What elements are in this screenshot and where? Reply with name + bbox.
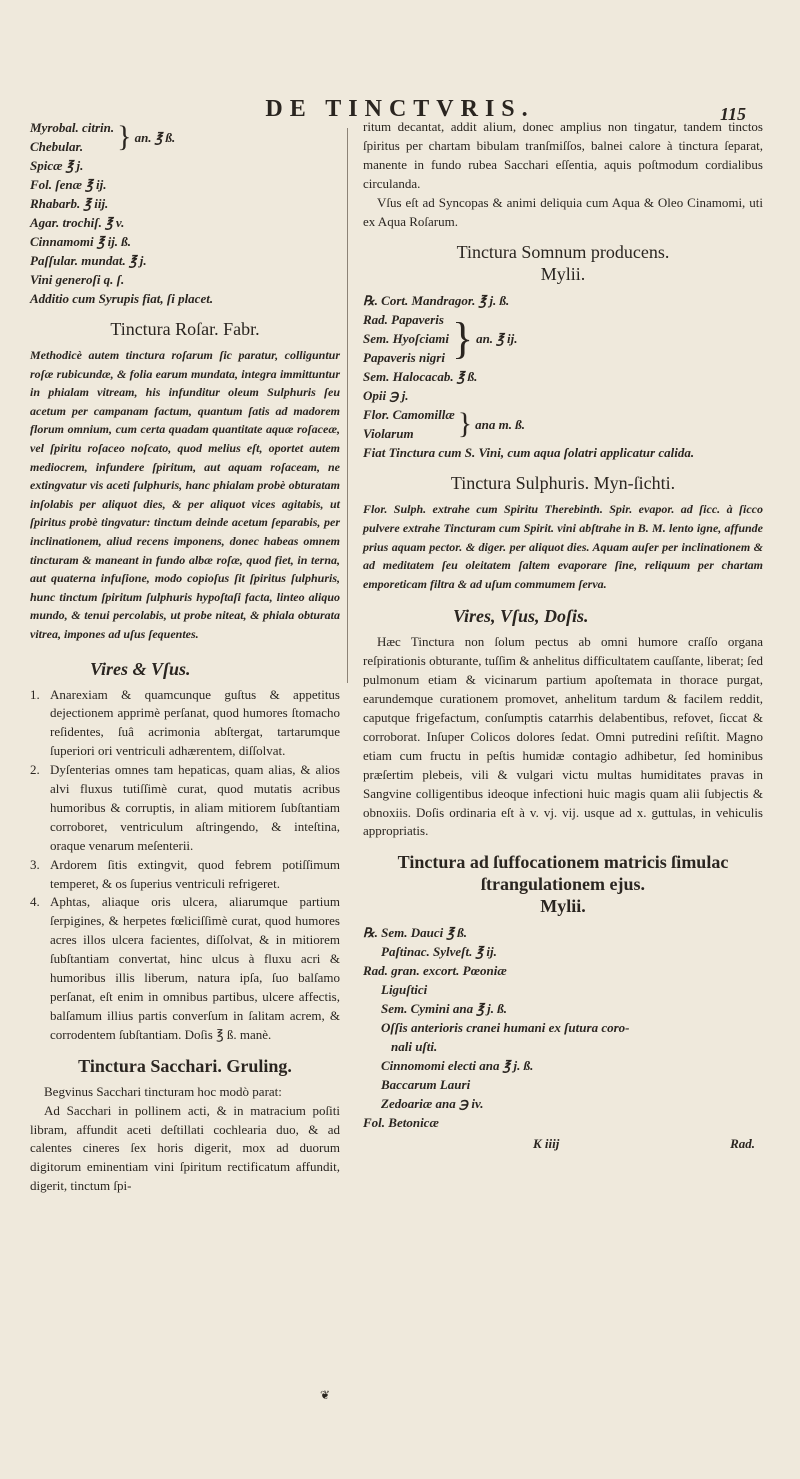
recipe-ingredient: Sem. Hyoſciami	[363, 331, 449, 347]
recipe-list	[30, 118, 340, 308]
section-title-sulph: Tinctura Sulphuris. Myn-ſichti.	[450, 473, 676, 494]
recipe-line: Rhabarb. ℥ iij.	[30, 196, 109, 211]
recipe-ingredient: Papaveris nigri	[363, 350, 445, 366]
vires-list	[30, 686, 340, 1045]
sulph-text: Flor. Sulph. extrahe cum Spiritu Therebinth. Spir. evapor. ad ſicc. à ſicco pulvere extrahe Tincturam cum Spirit. vini abſtrahe in B. M. lento igne, affunde prius aquam pector. & diger. per aliquot dies. Aquam auſer per inclinationem & ad meditatem ſeu oleitatem ſaltem evaporare ſine, reliquum per chartam emporeticam filtra & ad uſum commumem ſerva.	[363, 502, 763, 591]
somnum-title: Tinctura Somnum producens.	[456, 242, 670, 263]
item-text: Dyſenterias omnes tam hepaticas, quam alias, & alios alvi fluxus tutiſſimè curat, quod mutatis acribus humoribus & corruptis, in aliam mitiorem ſubſtantiam corroboret, ventriculum aſtringendo, & inteſtina, oraque venarum meſenterii.	[50, 762, 340, 853]
recipe-line: Opii ℈ j.	[363, 388, 409, 404]
vires-item	[30, 761, 340, 856]
section-title-rosar: Tinctura Roſar. Fabr.	[110, 319, 260, 339]
recipe-line: ℞. Cort. Mandragor. ℥ j. ß.	[363, 293, 510, 309]
somnum-author: Mylii.	[540, 264, 586, 285]
vires-item	[30, 893, 340, 1044]
recipe-group-items	[363, 405, 455, 443]
recipe-line: Zedoariæ ana ℈ iv.	[381, 1096, 484, 1112]
recipe-line: Fol. Betonicæ	[363, 1115, 439, 1131]
item-number: 4.	[30, 894, 40, 910]
item-text: Anarexiam & quamcunque guſtus & appetitus dejectionem apprimè perſanat, quod humores ſtomacho reſidentes, ſuâ acrimonia abſtergat, tartarumque ſuperiori ori ventriculi adhærentem, diſſolvat.	[50, 686, 340, 759]
recipe-quantity: ana m. ß.	[475, 416, 525, 432]
recipe-line: Rad. gran. excort. Pœoniæ	[363, 963, 507, 979]
recipe-line: Sem. Halocacab. ℥ ß.	[363, 369, 478, 385]
sacchari-text: Ad Sacchari in pollinem acti, & in matracium poſiti libram, affundit aceti deſtillati cochlearia duo, & ad calentes cineres ſex horis digerit, mox ad duorum digitorum eminentiam vini ſpiritum rectificatum affundit, digerit, tinctum ſpi-	[30, 1102, 340, 1194]
recipe-line: nali uſti.	[391, 1039, 438, 1055]
recipe-line: Spicæ ℥ j.	[30, 158, 84, 173]
recipe-group-items	[30, 118, 114, 156]
continuation-text: ritum decantat, addit alium, donec amplius non tingatur, tandem tinctos ſpiritus per chartam bibulam tranſmiſſos, balnei calore à tinctura ſeparat, manente in fundo rubea Sacchari eſſentia, aquis poſtmodum cordialibus circulanda.	[363, 119, 763, 191]
recipe-quantity: an. ℥ ij.	[476, 331, 518, 347]
recipe-line: Fol. ſenæ ℥ ij.	[30, 177, 107, 192]
somnum-recipe	[363, 291, 763, 462]
recipe-group	[30, 118, 340, 156]
catchword: Rad.	[730, 1136, 755, 1152]
recipe-line: Paſtinac. Sylveſt. ℥ ij.	[381, 944, 497, 960]
item-number: 3.	[30, 856, 40, 872]
recipe-line: Agar. trochiſ. ℥ v.	[30, 215, 125, 230]
left-column	[30, 118, 340, 1196]
brace-icon: }	[457, 407, 473, 441]
vires-item	[30, 856, 340, 894]
item-text: Aphtas, aliaque oris ulcera, aliarumque partium ſerpigines, & herpetes fœliciſſimè curat, quod humores acres illos ulcera facientes, diſſolvat, & in mitiorem ſubſtantiam convertat, hinc ulcus à fluxu acri & humoribus illis liberum, natura ipſa, ſuo balſamo perſanat, eſt enim in omnibus partibus, ulcere affectis, balſamum illius partis converſum in ſalitam acrem, & corrodentem ſubſtantiam. Doſis ℥ ß. manè.	[50, 894, 340, 1042]
running-head: DE TINCTVRIS.	[265, 96, 535, 122]
brace-icon: }	[117, 120, 132, 153]
rosar-method-text: Methodicè autem tinctura roſarum ſic paratur, colliguntur roſæ rubicundæ, & folia earum mundata, integra immittuntur in phialam vitream, his infunditur oleum Sulphuris ſeu acetum per campanam factum, quantum ſatis ad madorem florum omnium, cum certa quadam quantitate aquæ roſaceæ, vel ſpiritu roſaceo noſcato, quod melius eſt, oportet autem mediocrem, infundere ſpiritum, aut aquam roſaceam, ne extingvatur vis aceti ſulphuris, hanc phialam probè obturatam inſolabis per aliquot dies, & per aliquot vices agitabis, ut ſpiritus probè tingvatur: tinctum deinde acetum ſeparabis, per inclinationem, aliud recens imponens, donec habeas omnem tincturam & maneant in fundo albæ roſæ, quod fiet, in terna, aut quaterna infuſione, modo copioſus ſit ſpiritus ſulphuris, hunc tinctum ſpiritum ſulphuris hypoſtaſi facta, linteo aliquo mundo, & tenui percolabis, ut probe niteat, & phiala obturata vitrea, impones ad uſus ſequentes.	[30, 348, 340, 641]
section-title-somnum	[363, 241, 763, 285]
column-divider	[347, 128, 348, 683]
recipe-line: Liguſtici	[381, 982, 428, 998]
recipe-line: Fiat Tinctura cum S. Vini, cum aqua ſolatri applicatur calida.	[363, 445, 695, 461]
section-title-suffoc	[363, 851, 763, 917]
recipe-ingredient: Myrobal. citrin.	[30, 120, 115, 135]
suffoc-author: Mylii.	[540, 896, 586, 917]
vires-dosis-title: Vires, Vſus, Doſis.	[453, 606, 589, 627]
sacchari-intro: Begvinus Sacchari tincturam hoc modò parat:	[44, 1083, 282, 1099]
recipe-line: Vini generoſi q. ſ.	[30, 272, 125, 287]
brace-icon: }	[451, 313, 474, 363]
recipe-ingredient: Chebular.	[30, 139, 84, 154]
ornament: ❦	[320, 1388, 331, 1402]
signature-mark: K iiij	[533, 1136, 560, 1152]
recipe-line: Baccarum Lauri	[381, 1077, 471, 1093]
page-footer	[363, 1136, 763, 1152]
recipe-group-items	[363, 310, 449, 367]
recipe-line: Cinnomomi electi ana ℥ j. ß.	[381, 1058, 534, 1074]
usage-text: Vſus eſt ad Syncopas & animi deliquia cum Aqua & Oleo Cinamomi, uti ex Aqua Roſarum.	[363, 194, 763, 229]
recipe-ingredient: Violarum	[363, 426, 414, 442]
right-column	[363, 118, 763, 1152]
item-number: 1.	[30, 686, 40, 702]
recipe-line: Additio cum Syrupis fiat, ſi placet.	[30, 291, 214, 306]
recipe-group	[363, 405, 763, 443]
recipe-line: ℞. Sem. Dauci ℥ ß.	[363, 925, 468, 941]
item-text: Ardorem ſitis extingvit, quod febrem potiſſimum temperet, & os ſuperius ventriculi refrigeret.	[50, 856, 340, 891]
recipe-line: Paſſular. mundat. ℥ j.	[30, 253, 147, 268]
recipe-ingredient: Flor. Camomillæ	[363, 407, 455, 423]
item-number: 2.	[30, 762, 40, 778]
recipe-group	[363, 310, 763, 367]
vires-dosis-text: Hæc Tinctura non ſolum pectus ab omni humore craſſo organa reſpirationis obturante, tuſſim & anhelitus difficultatem cauſſante, liberat; ſed pulmonum etiam & vicinarum partium apoſtemata in thorace purgat, earundemque curationem promovet, anhelitum tardum & facilem reddit, caputque frigefactum, conſumptis catarrhis delabentibus, refovet, ſiccat & corroborat. Inſuper Colicos dolores ſedat. Omni putredini reſiſtit. Magno etiam cum fructu in peſtis humidæ contagio adhibetur, ſed hominibus præſertim plebeis, vili & vulgari victu multas humiditates pravas in Sangvine colligentibus ideoque infectioni huic magis quam alii ſubjectis & obnoxiis. Doſis ordinaria eſt à v. vj. vij. usque ad x. guttulas, in vehiculis appropriatis.	[363, 634, 763, 839]
page-number: 115	[720, 104, 747, 124]
suffoc-title: Tinctura ad ſuffocationem matricis ſimulac ſtrangulationem ejus.	[397, 852, 729, 895]
recipe-ingredient: Rad. Papaveris	[363, 312, 444, 328]
recipe-line: Sem. Cymini ana ℥ j. ß.	[381, 1001, 507, 1017]
recipe-quantity: an. ℥ ß.	[134, 129, 176, 145]
suffoc-recipe	[363, 923, 763, 1132]
vires-item	[30, 686, 340, 762]
section-title-sacchari: Tinctura Sacchari. Gruling.	[78, 1055, 292, 1076]
vires-title: Vires & Vſus.	[90, 658, 191, 679]
recipe-line: Oſſis anterioris cranei humani ex ſutura coro-	[381, 1020, 630, 1036]
recipe-line: Cinnamomi ℥ ij. ß.	[30, 234, 132, 249]
